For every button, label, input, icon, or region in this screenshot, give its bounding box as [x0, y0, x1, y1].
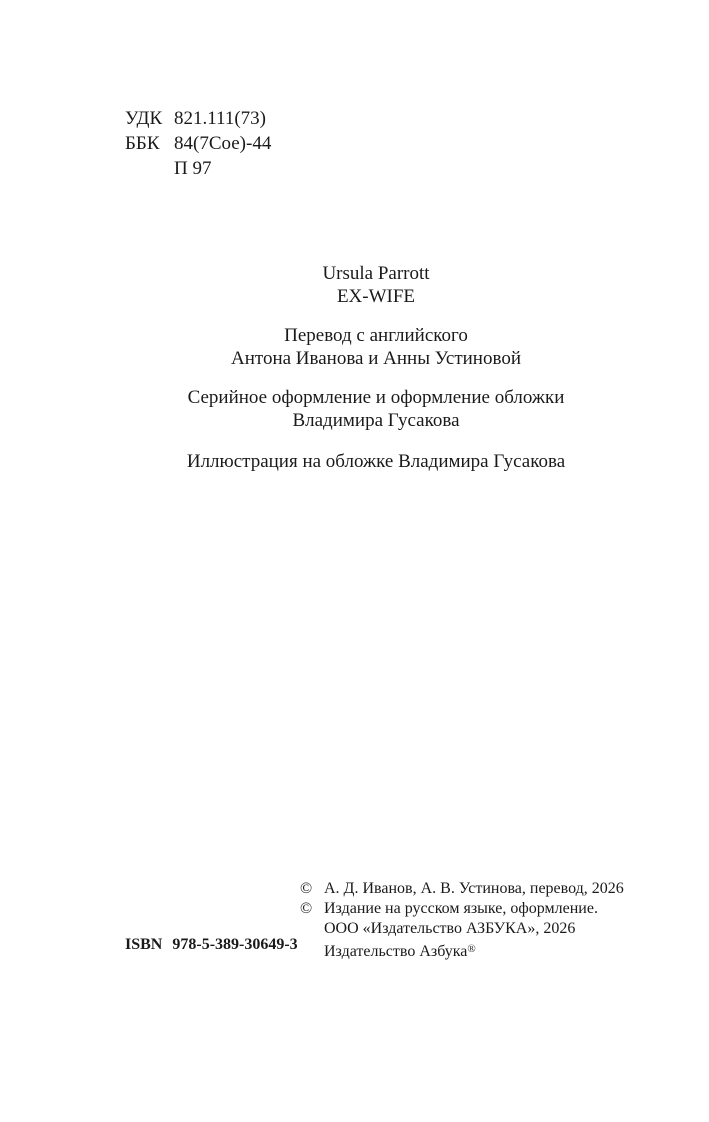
author-mark-label — [125, 156, 174, 181]
copyright-symbol-icon: © — [300, 900, 313, 917]
original-title: EX-WIFE — [336, 286, 416, 307]
copyright-publisher-text: ООО «Издательство АЗБУКА», 2026 — [324, 920, 576, 937]
registered-trademark-icon: ® — [467, 943, 476, 955]
copyright-translation — [300, 879, 624, 899]
copyright-edition — [300, 899, 624, 919]
isbn-number: 978-5-389-30649-3 — [172, 936, 298, 953]
author-mark-row — [125, 156, 271, 181]
imprint-name — [324, 939, 476, 962]
design-credit — [0, 386, 709, 432]
imprint-name-text: Издательство Азбука — [324, 943, 468, 960]
udc-row — [125, 106, 271, 131]
author-mark-code: П 97 — [174, 158, 212, 179]
copyright-symbol-icon: © — [300, 880, 313, 897]
copyright-translation-text: А. Д. Иванов, А. В. Устинова, перевод, 2026 — [324, 880, 624, 897]
copyright-imprint — [300, 939, 624, 962]
copyright-edition-text: Издание на русском языке, оформление. — [324, 900, 598, 917]
design-line-2: Владимира Гусакова — [292, 410, 460, 431]
udc-code: 821.111(73) — [174, 108, 266, 129]
bbk-row — [125, 131, 271, 156]
illustration-line-1: Иллюстрация на обложке Владимира Гусакова — [186, 451, 566, 472]
translation-line-1: Перевод с английского — [284, 325, 468, 346]
design-line-1: Серийное оформление и оформление обложки — [187, 387, 565, 408]
copyright-notices — [300, 879, 624, 962]
original-author: Ursula Parrott — [322, 263, 430, 284]
isbn — [125, 935, 298, 955]
illustration-credit — [0, 450, 709, 473]
bbk-code: 84(7Сое)-44 — [174, 133, 272, 154]
copyright-publisher — [300, 919, 624, 939]
translation-line-2: Антона Иванова и Анны Устиновой — [231, 348, 521, 369]
translation-credit — [0, 324, 709, 370]
udc-label: УДК — [125, 108, 163, 129]
classification-codes — [125, 106, 271, 181]
original-title-block — [0, 262, 709, 308]
isbn-label: ISBN — [125, 936, 163, 953]
bbk-label: ББК — [125, 133, 160, 154]
